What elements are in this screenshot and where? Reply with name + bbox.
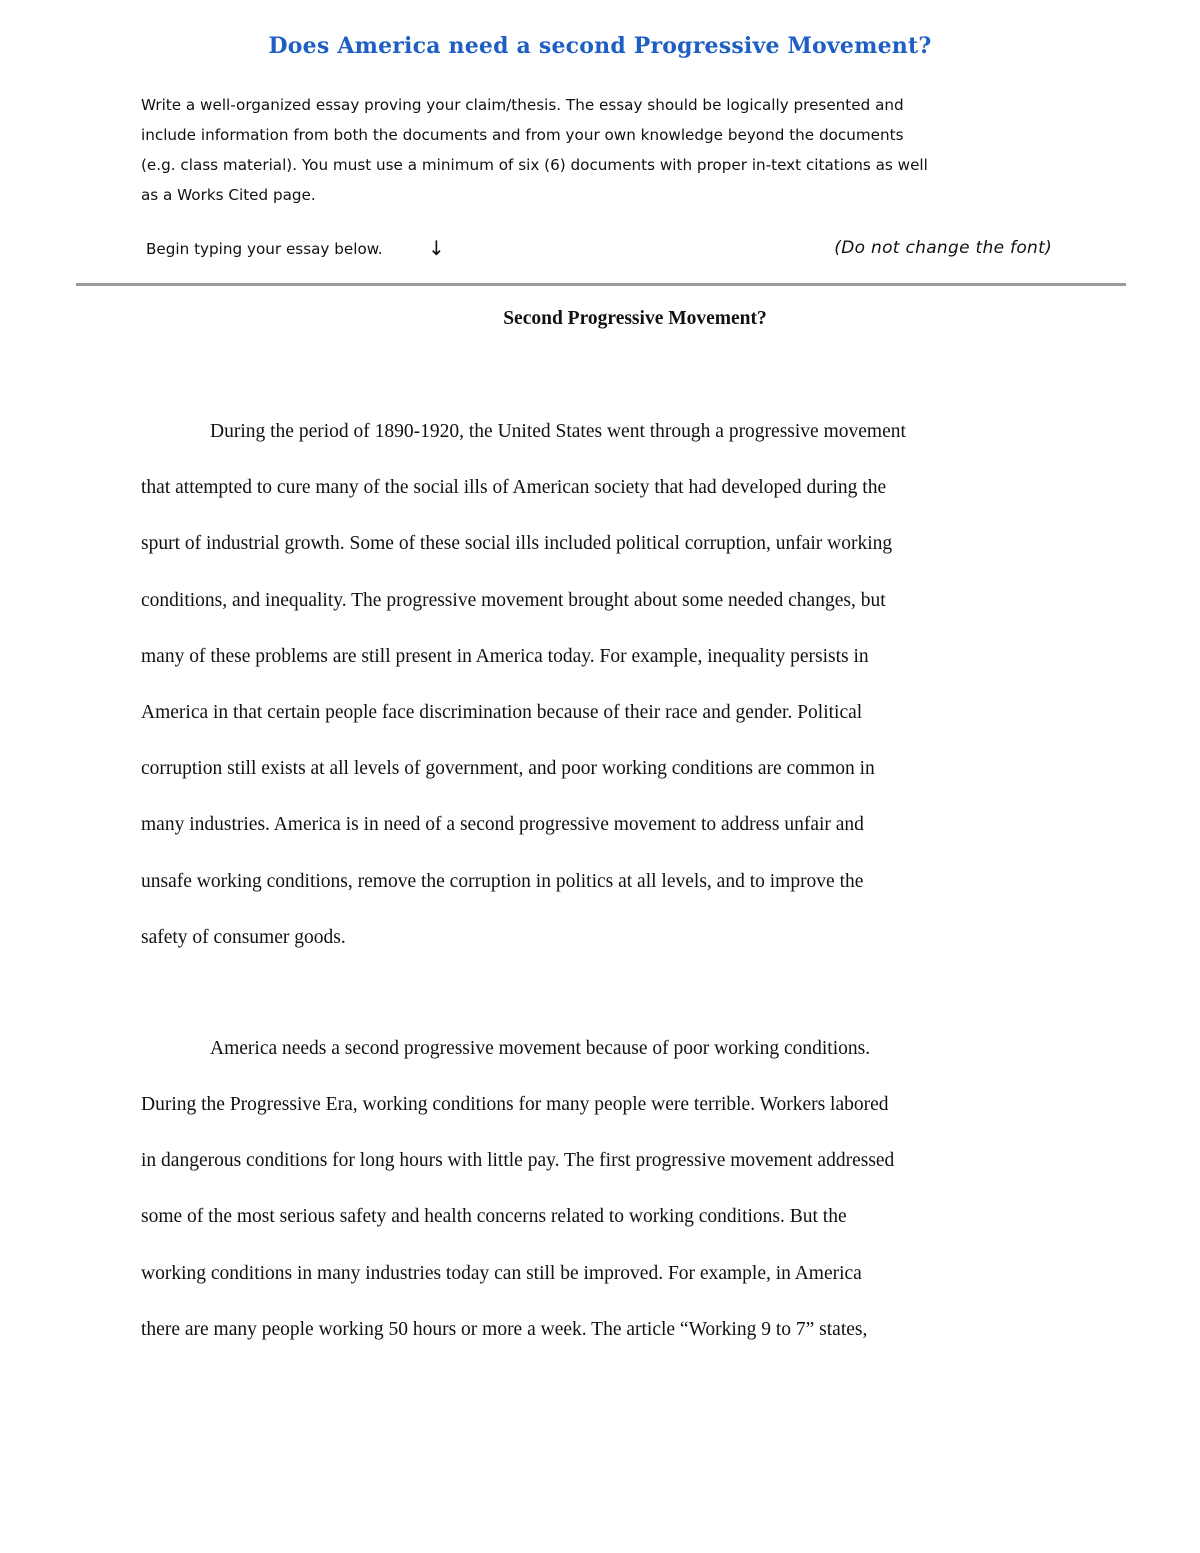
paragraph-gap <box>141 966 1056 1021</box>
begin-row <box>146 238 1056 266</box>
essay-line: that attempted to cure many of the social ills of American society that had developed during the <box>141 477 887 499</box>
essay-line: During the Progressive Era, working conditions for many people were terrible. Workers labored <box>141 1094 889 1116</box>
essay-line: many of these problems are still present in America today. For example, inequality persists in <box>141 645 869 667</box>
essay-body[interactable] <box>141 404 1056 1358</box>
arrow-down-icon: ↓ <box>428 236 445 260</box>
essay-line: many industries. America is in need of a second progressive movement to address unfair and <box>141 814 864 836</box>
essay-line: During the period of 1890-1920, the United States went through a progressive movement <box>210 421 906 442</box>
font-note: (Do not change the font) <box>834 238 1052 258</box>
instructions-line: (e.g. class material). You must use a minimum of six (6) documents with proper in-text citations as well <box>141 156 928 174</box>
essay-line: there are many people working 50 hours or more a week. The article “Working 9 to 7” states, <box>141 1318 868 1340</box>
instructions-line: Write a well-organized essay proving your claim/thesis. The essay should be logically presented and <box>141 96 904 114</box>
essay-line: corruption still exists at all levels of government, and poor working conditions are common in <box>141 758 875 780</box>
essay-line: spurt of industrial growth. Some of these social ills included political corruption, unfair working <box>141 533 893 555</box>
essay-title: Second Progressive Movement? <box>503 308 767 329</box>
instructions-line: as a Works Cited page. <box>141 186 316 204</box>
begin-typing-label: Begin typing your essay below. <box>146 240 383 258</box>
essay-line: in dangerous conditions for long hours with little pay. The first progressive movement addressed <box>141 1150 895 1172</box>
divider <box>76 283 1126 286</box>
document-title: Does America need a second Progressive Movement? <box>268 33 932 59</box>
essay-line: America in that certain people face discrimination because of their race and gender. Political <box>141 701 863 723</box>
essay-line: America needs a second progressive movement because of poor working conditions. <box>210 1037 871 1059</box>
essay-line: unsafe working conditions, remove the corruption in politics at all levels, and to improve the <box>141 870 864 892</box>
essay-line: safety of consumer goods. <box>141 926 346 948</box>
instructions-line: include information from both the documents and from your own knowledge beyond the documents <box>141 126 904 144</box>
paragraph-1 <box>141 404 1056 966</box>
essay-line: working conditions in many industries today can still be improved. For example, in America <box>141 1262 862 1284</box>
paragraph-2 <box>141 1021 1056 1358</box>
instructions <box>141 90 1061 210</box>
essay-line: some of the most serious safety and health concerns related to working conditions. But the <box>141 1206 847 1228</box>
essay-line: conditions, and inequality. The progressive movement brought about some needed changes, but <box>141 589 886 611</box>
